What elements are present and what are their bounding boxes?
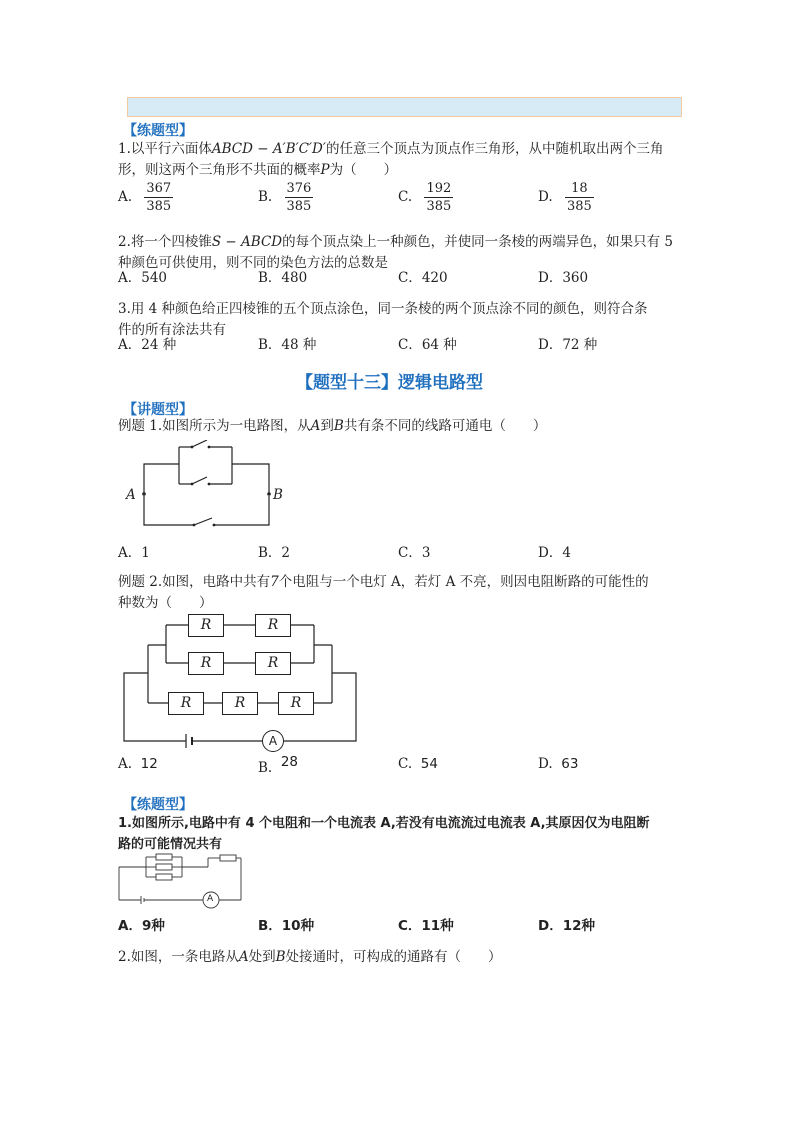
example-2-text (118, 572, 698, 614)
practice-tag: 【练题型】 (123, 123, 193, 139)
practice-tag-2: 【练题型】 (123, 797, 193, 813)
practice-question-1 (118, 813, 698, 855)
fraction: $\frac{192}{385}$ (426, 181, 452, 214)
resistor: R (168, 692, 204, 715)
option-b[interactable]: B. $\frac{376}{385}$ (258, 181, 312, 214)
option-a[interactable]: A．540 (118, 270, 168, 286)
resistor: R (278, 692, 314, 715)
section-title: 【题型十三】逻辑电路型 (296, 373, 483, 393)
option-a[interactable]: A. $\frac{367}{385}$ (118, 181, 172, 214)
circuit-diagram-1 (124, 440, 284, 530)
circuit-label-b: B (273, 487, 283, 503)
ammeter-label: A (207, 894, 214, 904)
option-c[interactable]: C. $\frac{192}{385}$ (398, 181, 452, 214)
option-b[interactable]: B．480 (258, 270, 308, 286)
resistor: R (222, 692, 258, 715)
circuit-2-components (118, 612, 363, 752)
example-2-line-2: 种数为（ ） (118, 595, 213, 611)
resistor: R (188, 652, 224, 675)
option-c[interactable]: C．420 (398, 270, 448, 286)
option-c[interactable]: C．3 (398, 545, 431, 561)
fraction: $\frac{18}{385}$ (566, 181, 592, 214)
question-3-line-1: 3.用 4 种颜色给正四棱锥的五个顶点涂色，同一条棱的两个顶点涂不同的颜色，则符合条 (118, 301, 648, 317)
circuit-label-a: A (126, 487, 136, 503)
lecture-tag: 【讲题型】 (123, 402, 193, 418)
resistor: R (255, 652, 291, 675)
lamp-icon: A (262, 730, 284, 752)
circuit-diagram-3 (113, 852, 243, 912)
option-d[interactable]: D. 63 (538, 756, 579, 772)
fraction: $\frac{367}{385}$ (146, 181, 172, 214)
question-2-line-1: 2.将一个四棱锥S − ABCD的每个顶点染上一种颜色，并使同一条棱的两端异色，如果只有 5 (118, 234, 673, 250)
practice-question-1-line-1: 1.如图所示,电路中有 4 个电阻和一个电流表 A,若没有电流流过电流表 A,其原因仅为电阻断 (118, 816, 650, 831)
question-1-line-1: 1.以平行六面体ABCD − A′B′C′D′的任意三个顶点为顶点作三角形，从中随机取出两个三角 (118, 141, 664, 157)
option-d[interactable]: D．4 (538, 545, 571, 561)
practice-question-1-line-2: 路的可能情况共有 (118, 837, 223, 852)
practice-question-2: 2.如图，一条电路从A处到B处接通时，可构成的通路有（ ） (118, 949, 502, 965)
option-a[interactable]: A．24 种 (118, 337, 177, 353)
option-d[interactable]: D. $\frac{18}{385}$ (538, 181, 592, 214)
example-1-text: 例题 1.如图所示为一电路图，从A到B共有条不同的线路可通电（ ） (118, 418, 547, 434)
question-1 (118, 139, 698, 181)
resistor: R (188, 614, 224, 637)
option-c[interactable]: C．64 种 (398, 337, 457, 353)
option-a[interactable]: A．1 (118, 545, 150, 561)
question-1-line-2: 形，则这两个三角形不共面的概率P为（ ） (118, 162, 398, 178)
option-a[interactable]: A. 12 (118, 756, 158, 772)
option-a[interactable]: A．9种 (118, 918, 165, 934)
option-d[interactable]: D．72 种 (538, 337, 598, 353)
question-3-line-2: 件的所有涂法共有 (118, 322, 226, 338)
option-b[interactable]: B．48 种 (258, 337, 317, 353)
option-c[interactable]: C. 54 (398, 756, 438, 772)
header-banner (127, 97, 682, 117)
option-d[interactable]: D．12种 (538, 918, 595, 934)
option-d[interactable]: D．360 (538, 270, 589, 286)
question-2-line-2: 种颜色可供使用，则不同的染色方法的总数是 (118, 255, 388, 271)
option-b[interactable]: B．2 (258, 545, 291, 561)
option-c[interactable]: C．11种 (398, 918, 454, 934)
fraction: $\frac{376}{385}$ (286, 181, 312, 214)
example-2-line-1: 例题 2.如图，电路中共有7个电阻与一个电灯 A，若灯 A 不亮，则因电阻断路的可能性的 (118, 574, 649, 590)
option-b[interactable]: B．10种 (258, 918, 315, 934)
resistor: R (255, 614, 291, 637)
option-b[interactable]: B. 28 (258, 754, 298, 776)
